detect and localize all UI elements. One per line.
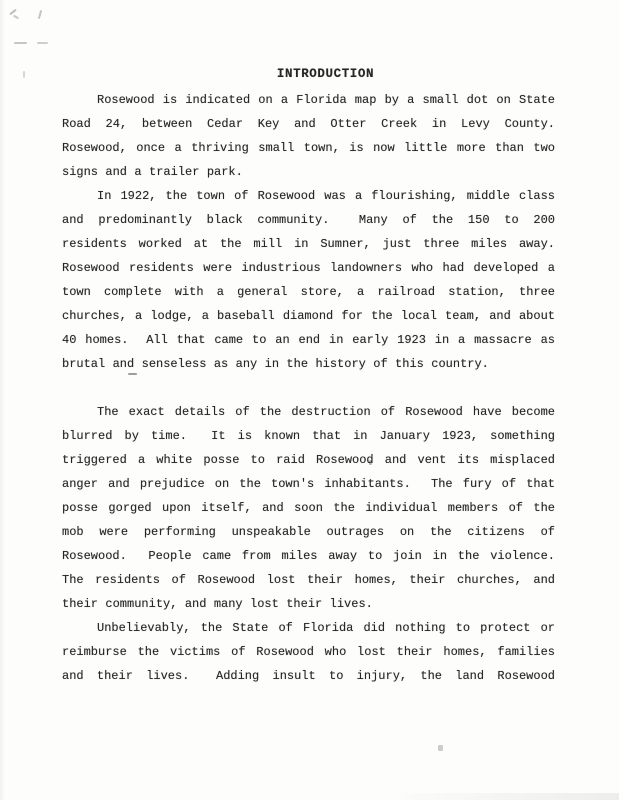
text-line: The residents of Rosewood lost their homes, their churches, and: [62, 573, 555, 587]
scan-mark: [37, 42, 48, 44]
text-line: blurred by time. It is known that in January 1923, something: [62, 429, 555, 443]
text-line: churches, a lodge, a baseball diamond for the local team, and about: [62, 309, 555, 323]
scan-mark: [14, 42, 27, 44]
scan-edge-shadow: [379, 793, 619, 800]
scan-mark: [23, 71, 25, 78]
scan-mark: [13, 15, 19, 20]
text-line: posse gorged upon itself, and soon the individual members of the: [62, 501, 555, 515]
text-line: Rosewood. People came from miles away to join in the violence.: [62, 549, 555, 563]
text-line: their community, and many lost their lives.: [62, 597, 373, 611]
scan-mark: [438, 745, 443, 751]
text-line: brutal and senseless as any in the history of this country.: [62, 357, 489, 371]
paragraph: [62, 616, 555, 688]
text-line: The exact details of the destruction of Rosewood have become: [97, 405, 555, 419]
text-line: signs and a trailer park.: [62, 165, 243, 179]
text-line: and predominantly black community. Many of the 150 to 200: [62, 213, 555, 227]
text-line: and their lives. Adding insult to injury, the land Rosewood: [62, 669, 555, 683]
scan-mark: [38, 10, 42, 19]
document-body: [62, 88, 555, 688]
paragraph: [62, 88, 555, 184]
text-line: Road 24, between Cedar Key and Otter Creek in Levy County.: [62, 117, 555, 131]
text-line: 40 homes. All that came to an end in early 1923 in a massacre as: [62, 333, 555, 347]
document-content: [62, 62, 555, 688]
text-line: town complete with a general store, a railroad station, three: [62, 285, 555, 299]
document-title: INTRODUCTION: [276, 67, 375, 81]
paragraph: [62, 184, 555, 376]
text-line: triggered a white posse to raid Rosewood and vent its misplaced: [62, 453, 555, 467]
text-line: In 1922, the town of Rosewood was a flourishing, middle class: [97, 189, 555, 203]
text-line: anger and prejudice on the town's inhabitants. The fury of that: [62, 477, 555, 491]
paragraph: [62, 400, 555, 616]
text-line: Unbelievably, the State of Florida did nothing to protect or: [97, 621, 555, 635]
text-line: mob were performing unspeakable outrages on the citizens of: [62, 525, 555, 539]
text-line: Rosewood is indicated on a Florida map by a small dot on State: [97, 93, 555, 107]
text-line: reimburse the victims of Rosewood who lost their homes, families: [62, 645, 555, 659]
scan-edge-shadow: [0, 0, 5, 800]
text-line: residents worked at the mill in Sumner, just three miles away.: [62, 237, 555, 251]
text-line: Rosewood residents were industrious landowners who had developed a: [62, 261, 555, 275]
text-line: Rosewood, once a thriving small town, is now little more than two: [62, 141, 555, 155]
